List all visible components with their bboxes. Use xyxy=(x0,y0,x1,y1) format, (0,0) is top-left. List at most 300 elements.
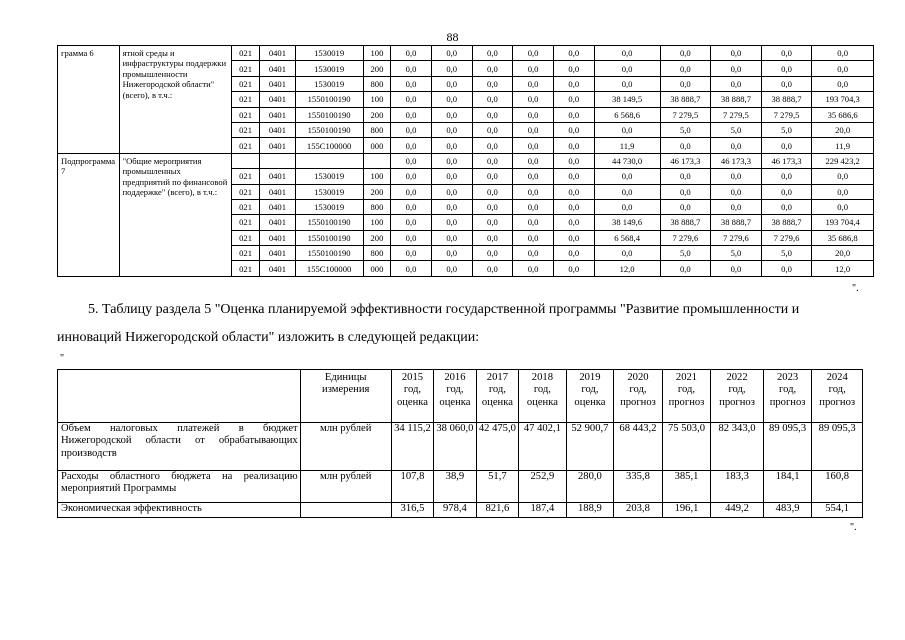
table-cell: 0,0 xyxy=(711,261,762,276)
value-cell: 183,3 xyxy=(711,471,764,503)
table-cell: 0,0 xyxy=(513,215,554,230)
table-cell: 5,0 xyxy=(660,246,711,261)
table-cell: 021 xyxy=(231,215,260,230)
table-cell: 0,0 xyxy=(711,169,762,184)
table-cell: 0401 xyxy=(260,246,295,261)
year-header-g: год, xyxy=(629,384,647,396)
table-cell: 0,0 xyxy=(660,261,711,276)
table-cell: 155С100000 xyxy=(295,138,363,153)
table-cell: 0,0 xyxy=(553,261,594,276)
table-cell: 0,0 xyxy=(594,122,660,137)
year-header xyxy=(391,370,433,423)
table-cell: 0401 xyxy=(260,76,295,91)
header-units: Единицы измерения xyxy=(300,370,391,423)
table-cell: 1530019 xyxy=(295,76,363,91)
table-cell: 100 xyxy=(363,46,390,61)
table-cell: 0,0 xyxy=(431,76,472,91)
table-cell: 0,0 xyxy=(431,184,472,199)
table-cell: 0,0 xyxy=(391,107,432,122)
table-cell: 0,0 xyxy=(472,46,513,61)
table-cell: 0,0 xyxy=(660,46,711,61)
table-cell: 0,0 xyxy=(472,215,513,230)
indicator-unit: млн рублей xyxy=(300,423,391,471)
table-cell: 021 xyxy=(231,184,260,199)
table-cell: 0,0 xyxy=(513,138,554,153)
table-cell: 800 xyxy=(363,246,390,261)
table-cell: 0,0 xyxy=(431,199,472,214)
table-cell: 0,0 xyxy=(391,122,432,137)
table-cell: 0,0 xyxy=(431,230,472,245)
table-cell: 155С100000 xyxy=(295,261,363,276)
table-cell: 0,0 xyxy=(391,215,432,230)
year-header xyxy=(662,370,711,423)
table-cell: 5,0 xyxy=(761,246,812,261)
page-number: 88 xyxy=(446,30,459,44)
year-header xyxy=(519,370,567,423)
table-cell: 193 704,4 xyxy=(812,215,874,230)
table-cell: 1550100190 xyxy=(295,122,363,137)
indicator-unit: млн рублей xyxy=(300,471,391,503)
value-cell: 47 402,1 xyxy=(519,423,567,471)
value-cell: 38 060,0 xyxy=(434,423,476,471)
subprogram-name: Подпрограмма 7 xyxy=(58,153,120,276)
value-cell: 52 900,7 xyxy=(566,423,614,471)
value-cell: 75 503,0 xyxy=(662,423,711,471)
table-cell: 1530019 xyxy=(295,184,363,199)
table-cell: 46 173,3 xyxy=(761,153,812,168)
table-cell xyxy=(363,153,390,168)
closing-quote-2: ". xyxy=(850,522,857,533)
value-cell: 449,2 xyxy=(711,503,764,518)
table-cell: 200 xyxy=(363,61,390,76)
table-cell: 0,0 xyxy=(553,169,594,184)
table-cell: 1550100190 xyxy=(295,107,363,122)
table-cell: 0,0 xyxy=(431,61,472,76)
table-cell: 0,0 xyxy=(761,199,812,214)
year-header xyxy=(812,370,863,423)
table-cell: 1550100190 xyxy=(295,92,363,107)
table-cell: 12,0 xyxy=(594,261,660,276)
table-cell: 0401 xyxy=(260,199,295,214)
year-header-kind: оценка xyxy=(481,396,513,408)
table-cell: 0,0 xyxy=(431,215,472,230)
value-cell: 68 443,2 xyxy=(614,423,663,471)
year-header xyxy=(614,370,663,423)
table-cell: 0,0 xyxy=(431,122,472,137)
table-cell xyxy=(260,153,295,168)
table-cell: 0,0 xyxy=(472,184,513,199)
table-cell: 0,0 xyxy=(472,199,513,214)
table-cell: 021 xyxy=(231,92,260,107)
year-header-kind: оценка xyxy=(396,396,428,408)
table-cell: 800 xyxy=(363,76,390,91)
year-header xyxy=(476,370,518,423)
year-header-year: 2024 xyxy=(826,372,848,383)
table-cell: 7 279,6 xyxy=(761,230,812,245)
year-header xyxy=(763,370,812,423)
table-cell: 021 xyxy=(231,246,260,261)
table-row xyxy=(58,471,863,503)
table-cell: 1550100190 xyxy=(295,246,363,261)
table-cell: 0,0 xyxy=(513,122,554,137)
year-header-g: год, xyxy=(533,384,551,396)
year-header-g: год, xyxy=(403,384,422,396)
year-header-g: год, xyxy=(446,384,464,396)
table-cell: 0,0 xyxy=(761,169,812,184)
table-cell: 0,0 xyxy=(660,199,711,214)
year-header-kind: оценка xyxy=(439,396,471,408)
table-cell: 0,0 xyxy=(761,76,812,91)
value-cell: 188,9 xyxy=(566,503,614,518)
year-header-year: 2015 xyxy=(401,372,424,383)
table-cell: 0,0 xyxy=(513,184,554,199)
table-cell: 0401 xyxy=(260,138,295,153)
table-cell: 0,0 xyxy=(553,199,594,214)
table-cell: 0,0 xyxy=(391,153,432,168)
table-cell: 200 xyxy=(363,184,390,199)
year-header-year: 2022 xyxy=(726,372,748,383)
table-cell: 0,0 xyxy=(660,61,711,76)
value-cell: 483,9 xyxy=(763,503,812,518)
year-header-kind: оценка xyxy=(574,396,606,408)
table-cell: 38 888,7 xyxy=(761,215,812,230)
table-cell: 0,0 xyxy=(553,107,594,122)
subprogram-description: "Общие мероприятия промышленных предприятий по финансовой поддержке" (всего), в т.ч.: xyxy=(119,153,231,276)
efficiency-assessment-table xyxy=(57,369,863,518)
table-cell: 0,0 xyxy=(391,169,432,184)
table-cell: 0,0 xyxy=(472,261,513,276)
value-cell: 187,4 xyxy=(519,503,567,518)
table-cell: 20,0 xyxy=(812,122,874,137)
table-cell: 1550100190 xyxy=(295,230,363,245)
table-cell: 200 xyxy=(363,230,390,245)
table-cell: 0,0 xyxy=(553,76,594,91)
year-header-g: год, xyxy=(779,384,797,396)
table-cell: 021 xyxy=(231,169,260,184)
table-cell: 000 xyxy=(363,138,390,153)
year-header-g: год, xyxy=(581,384,599,396)
table-cell: 021 xyxy=(231,199,260,214)
year-header-kind: прогноз xyxy=(819,396,856,408)
table-cell: 0,0 xyxy=(553,153,594,168)
table-cell xyxy=(295,153,363,168)
table-cell: 0,0 xyxy=(513,76,554,91)
table-cell: 0,0 xyxy=(711,138,762,153)
table-cell: 0,0 xyxy=(472,92,513,107)
value-cell: 385,1 xyxy=(662,471,711,503)
table-cell: 0401 xyxy=(260,230,295,245)
table-cell: 0,0 xyxy=(553,122,594,137)
year-header-kind: прогноз xyxy=(668,396,705,408)
table-cell: 5,0 xyxy=(711,122,762,137)
value-cell: 160,8 xyxy=(812,471,863,503)
table-cell: 0,0 xyxy=(391,246,432,261)
table-cell: 6 568,4 xyxy=(594,230,660,245)
table-cell: 021 xyxy=(231,261,260,276)
value-cell: 978,4 xyxy=(434,503,476,518)
table-cell: 0,0 xyxy=(431,107,472,122)
table-cell: 0,0 xyxy=(812,46,874,61)
value-cell: 280,0 xyxy=(566,471,614,503)
table-cell: 0,0 xyxy=(594,46,660,61)
table-cell: 7 279,6 xyxy=(660,230,711,245)
table-cell: 0,0 xyxy=(472,153,513,168)
year-header xyxy=(711,370,764,423)
table-cell: 0,0 xyxy=(391,261,432,276)
table-cell: 0,0 xyxy=(513,92,554,107)
table-cell: 6 568,6 xyxy=(594,107,660,122)
indicator-label: Экономическая эффективность xyxy=(58,503,301,518)
table-cell: 0,0 xyxy=(711,184,762,199)
table-cell: 0,0 xyxy=(594,76,660,91)
value-cell: 38,9 xyxy=(434,471,476,503)
table-cell: 021 xyxy=(231,122,260,137)
table-cell: 0,0 xyxy=(431,169,472,184)
table-cell: 0,0 xyxy=(431,92,472,107)
table-cell: 38 888,7 xyxy=(711,215,762,230)
table-cell: 021 xyxy=(231,46,260,61)
value-cell: 89 095,3 xyxy=(812,423,863,471)
value-cell: 821,6 xyxy=(476,503,518,518)
table-cell: 0,0 xyxy=(472,122,513,137)
year-header-kind: прогноз xyxy=(719,396,755,408)
year-header-g: год, xyxy=(728,384,746,396)
table-cell: 0,0 xyxy=(431,261,472,276)
table-cell: 0,0 xyxy=(553,246,594,261)
table-cell: 7 279,5 xyxy=(660,107,711,122)
table-cell: 100 xyxy=(363,215,390,230)
year-header xyxy=(566,370,614,423)
table-cell: 0,0 xyxy=(431,246,472,261)
value-cell: 184,1 xyxy=(763,471,812,503)
subprogram-finance-table xyxy=(57,45,874,277)
value-cell: 316,5 xyxy=(391,503,433,518)
header-empty-cell xyxy=(58,370,301,423)
table-cell: 0,0 xyxy=(472,76,513,91)
table-cell: 021 xyxy=(231,61,260,76)
table-cell: 12,0 xyxy=(812,261,874,276)
table-cell: 0,0 xyxy=(711,199,762,214)
year-header-kind: прогноз xyxy=(620,396,656,408)
table-cell: 0,0 xyxy=(812,169,874,184)
table-cell: 0,0 xyxy=(660,169,711,184)
year-header-g: год, xyxy=(677,384,696,396)
value-cell: 89 095,3 xyxy=(763,423,812,471)
table-cell: 0,0 xyxy=(431,46,472,61)
table-row xyxy=(58,46,874,61)
table-cell: 0,0 xyxy=(513,246,554,261)
value-cell: 554,1 xyxy=(812,503,863,518)
table-cell: 200 xyxy=(363,107,390,122)
table-cell: 0,0 xyxy=(391,92,432,107)
value-cell: 42 475,0 xyxy=(476,423,518,471)
value-cell: 107,8 xyxy=(391,471,433,503)
table-cell: 38 888,7 xyxy=(660,92,711,107)
table-cell: 0,0 xyxy=(553,138,594,153)
table-cell: 100 xyxy=(363,169,390,184)
table-cell: 38 149,6 xyxy=(594,215,660,230)
table-cell: 44 730,0 xyxy=(594,153,660,168)
table-cell: 38 149,5 xyxy=(594,92,660,107)
table-cell: 100 xyxy=(363,92,390,107)
table-row xyxy=(58,153,874,168)
table-cell: 0,0 xyxy=(513,261,554,276)
table-cell: 0,0 xyxy=(594,199,660,214)
table-cell: 0,0 xyxy=(711,46,762,61)
table-cell: 229 423,2 xyxy=(812,153,874,168)
table-cell: 0401 xyxy=(260,215,295,230)
table-cell: 0,0 xyxy=(594,61,660,76)
table-cell: 0,0 xyxy=(812,61,874,76)
table-cell: 0401 xyxy=(260,46,295,61)
table-cell: 000 xyxy=(363,261,390,276)
table-cell: 0,0 xyxy=(660,76,711,91)
year-header-year: 2021 xyxy=(675,372,698,383)
table-cell: 0,0 xyxy=(660,184,711,199)
table-cell: 0,0 xyxy=(513,230,554,245)
table-cell: 1550100190 xyxy=(295,215,363,230)
table-cell: 46 173,3 xyxy=(660,153,711,168)
table-cell: 0,0 xyxy=(391,138,432,153)
table-cell: 0,0 xyxy=(513,153,554,168)
table-cell: 0,0 xyxy=(513,61,554,76)
year-header-kind: оценка xyxy=(526,396,558,408)
table-cell: 0,0 xyxy=(812,199,874,214)
table-cell: 0,0 xyxy=(594,246,660,261)
table-cell: 0401 xyxy=(260,107,295,122)
closing-quote: ". xyxy=(852,283,859,294)
indicator-label: Объем налоговых платежей в бюджет Нижегородской области от обрабатывающих производств xyxy=(58,423,301,471)
table-cell: 11,9 xyxy=(594,138,660,153)
year-header-g: год, xyxy=(488,384,506,396)
value-cell: 252,9 xyxy=(519,471,567,503)
table-cell: 0,0 xyxy=(594,169,660,184)
opening-quote: " xyxy=(60,353,65,364)
value-cell: 196,1 xyxy=(662,503,711,518)
table-row xyxy=(58,423,863,471)
table-cell: 0,0 xyxy=(761,184,812,199)
table-cell: 1530019 xyxy=(295,169,363,184)
table-cell: 0,0 xyxy=(660,138,711,153)
table-cell: 20,0 xyxy=(812,246,874,261)
table-cell: 5,0 xyxy=(711,246,762,261)
table-cell: 35 686,8 xyxy=(812,230,874,245)
table-cell: 0,0 xyxy=(553,92,594,107)
table-cell: 0401 xyxy=(260,61,295,76)
table-cell: 0,0 xyxy=(472,138,513,153)
table-cell: 0401 xyxy=(260,122,295,137)
year-header xyxy=(434,370,476,423)
table-cell: 0,0 xyxy=(761,138,812,153)
table-cell: 0,0 xyxy=(553,184,594,199)
year-header-year: 2016 xyxy=(444,372,466,383)
table-cell: 0,0 xyxy=(472,61,513,76)
table-cell: 800 xyxy=(363,199,390,214)
table-cell: 5,0 xyxy=(660,122,711,137)
table-cell: 0,0 xyxy=(391,230,432,245)
year-header-year: 2017 xyxy=(486,372,508,383)
table-cell: 021 xyxy=(231,76,260,91)
table-cell: 0,0 xyxy=(513,46,554,61)
value-cell: 51,7 xyxy=(476,471,518,503)
year-header-year: 2020 xyxy=(627,372,649,383)
table-cell: 38 888,7 xyxy=(660,215,711,230)
value-cell: 34 115,2 xyxy=(391,423,433,471)
table-cell: 0,0 xyxy=(553,215,594,230)
table-cell: 11,9 xyxy=(812,138,874,153)
table-cell: 021 xyxy=(231,107,260,122)
year-header-year: 2023 xyxy=(777,372,799,383)
paragraph-line-1: 5. Таблицу раздела 5 "Оценка планируемой эффективности государственной программы "Развитие промышленности и xyxy=(88,302,800,317)
table-cell: 193 704,3 xyxy=(812,92,874,107)
table-cell: 021 xyxy=(231,230,260,245)
table-cell: 0,0 xyxy=(472,246,513,261)
subprogram-description: ятной среды и инфраструктуры поддержки промышленности Нижегородской области" (всего), в т.ч.: xyxy=(119,46,231,154)
table-cell: 38 888,7 xyxy=(761,92,812,107)
year-header-year: 2019 xyxy=(579,372,601,383)
table-cell: 021 xyxy=(231,138,260,153)
table-cell: 0,0 xyxy=(553,61,594,76)
table-cell: 38 888,7 xyxy=(711,92,762,107)
year-header-kind: прогноз xyxy=(769,396,806,408)
value-cell: 203,8 xyxy=(614,503,663,518)
table-cell: 0,0 xyxy=(513,199,554,214)
table-cell: 0401 xyxy=(260,92,295,107)
table-cell: 5,0 xyxy=(761,122,812,137)
table-cell: 0,0 xyxy=(553,230,594,245)
table-cell: 0401 xyxy=(260,184,295,199)
table-cell: 0,0 xyxy=(472,169,513,184)
value-cell: 335,8 xyxy=(614,471,663,503)
table-cell: 0,0 xyxy=(594,184,660,199)
table-cell: 0,0 xyxy=(553,46,594,61)
value-cell: 82 343,0 xyxy=(711,423,764,471)
table-cell: 0,0 xyxy=(513,169,554,184)
table-cell: 1530019 xyxy=(295,199,363,214)
table-cell: 0,0 xyxy=(391,76,432,91)
table-cell: 0,0 xyxy=(812,184,874,199)
table-cell: 35 686,6 xyxy=(812,107,874,122)
table-cell: 1530019 xyxy=(295,61,363,76)
table-cell: 800 xyxy=(363,122,390,137)
table-cell: 0,0 xyxy=(761,46,812,61)
table-cell: 0,0 xyxy=(812,76,874,91)
year-header-g: год, xyxy=(828,384,846,396)
table-cell: 0,0 xyxy=(391,199,432,214)
subprogram-name: грамма 6 xyxy=(58,46,120,154)
table-cell: 0,0 xyxy=(711,76,762,91)
year-header-year: 2018 xyxy=(531,372,553,383)
table-row xyxy=(58,503,863,518)
table-cell: 0401 xyxy=(260,169,295,184)
table-cell: 1530019 xyxy=(295,46,363,61)
table-cell: 7 279,5 xyxy=(761,107,812,122)
table-cell: 0,0 xyxy=(761,61,812,76)
table-cell: 7 279,6 xyxy=(711,230,762,245)
table-cell: 0401 xyxy=(260,261,295,276)
table-cell: 0,0 xyxy=(711,61,762,76)
indicator-unit xyxy=(300,503,391,518)
table-cell: 0,0 xyxy=(472,107,513,122)
table-cell: 0,0 xyxy=(761,261,812,276)
table-cell: 0,0 xyxy=(472,230,513,245)
table-cell: 0,0 xyxy=(431,138,472,153)
table-cell: 0,0 xyxy=(513,107,554,122)
table-cell: 0,0 xyxy=(431,153,472,168)
table-cell: 46 173,3 xyxy=(711,153,762,168)
table-header-row xyxy=(58,370,863,423)
table-cell: 0,0 xyxy=(391,61,432,76)
